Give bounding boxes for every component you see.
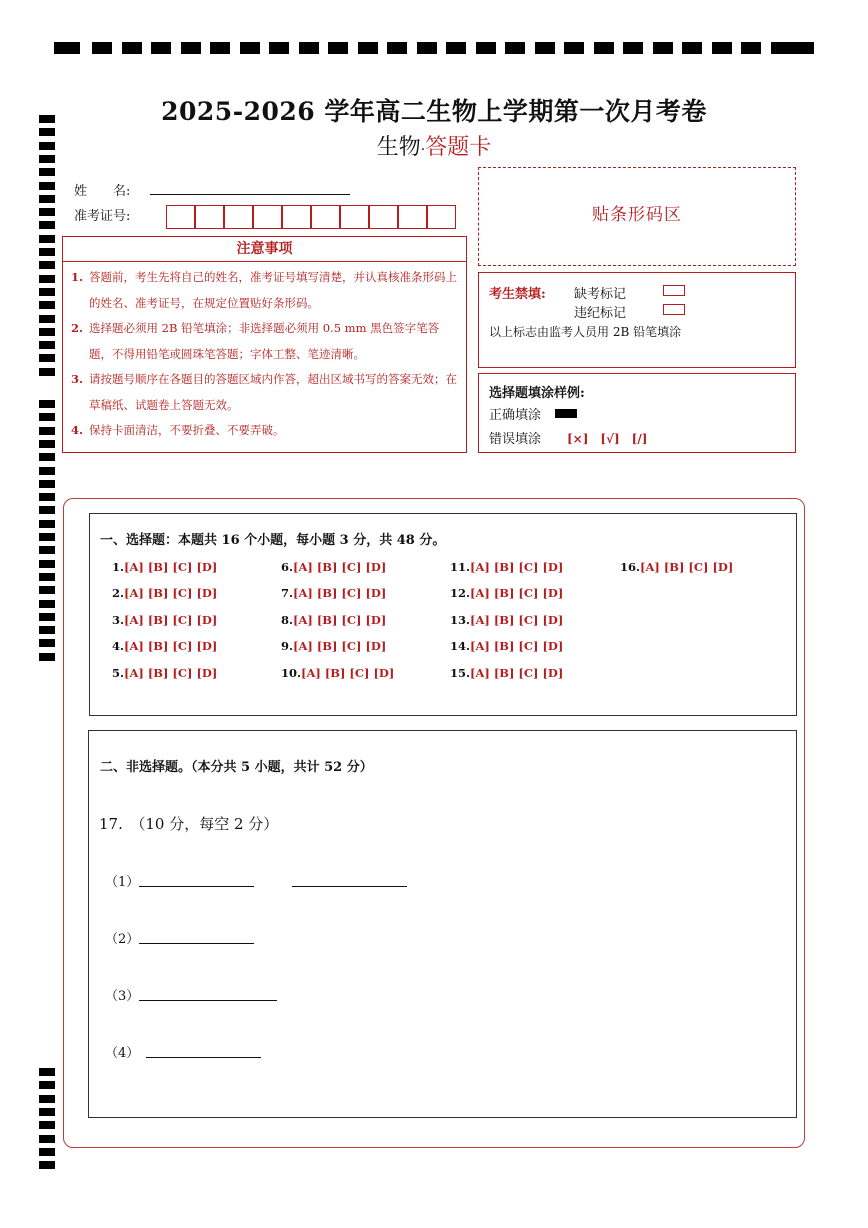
violation-label: 违纪标记: [574, 306, 627, 321]
sub-question-label: （4）: [105, 1046, 140, 1061]
timing-mark: [39, 1081, 55, 1089]
timing-mark: [535, 42, 555, 54]
answer-options[interactable]: [A] [B] [C] [D]: [293, 560, 387, 574]
timing-mark: [39, 1135, 55, 1143]
timing-mark: [39, 261, 55, 269]
question-number: 2.: [112, 586, 125, 600]
top-timing-marks: [54, 42, 814, 56]
subtitle-subject: 生物: [376, 135, 421, 160]
subtitle-dot: ·: [420, 142, 426, 158]
timing-mark: [623, 42, 643, 54]
answer-options[interactable]: [A] [B] [C] [D]: [470, 639, 564, 653]
answer-line[interactable]: [139, 943, 254, 944]
notice-box: [62, 261, 467, 453]
timing-mark: [39, 440, 55, 448]
timing-mark: [39, 1068, 55, 1076]
timing-mark: [328, 42, 348, 54]
answer-line[interactable]: [139, 886, 254, 887]
answer-options[interactable]: [A] [B] [C] [D]: [470, 666, 564, 680]
absent-flag-box[interactable]: [663, 285, 685, 296]
timing-mark: [39, 600, 55, 608]
timing-mark: [39, 467, 55, 475]
timing-mark: [712, 42, 732, 54]
timing-mark: [92, 42, 112, 54]
timing-mark: [39, 653, 55, 661]
timing-mark: [39, 221, 55, 229]
timing-mark: [682, 42, 702, 54]
timing-mark: [653, 42, 673, 54]
absent-label: 缺考标记: [574, 287, 627, 302]
sub-question-label: （1）: [105, 875, 140, 890]
answer-options[interactable]: [A] [B] [C] [D]: [124, 560, 218, 574]
choice-question-7[interactable]: [281, 586, 386, 600]
timing-mark: [39, 453, 55, 461]
timing-mark: [788, 42, 814, 54]
timing-mark: [39, 626, 55, 634]
question-number: 10.: [281, 666, 302, 680]
choice-heading: 一、选择题：本题共 16 个小题，每小题 3 分，共 48 分。: [100, 533, 446, 548]
choice-question-5[interactable]: [112, 666, 217, 680]
timing-mark: [181, 42, 201, 54]
timing-mark: [476, 42, 496, 54]
timing-mark: [39, 400, 55, 408]
notice-item: 4. 保持卡面清洁，不要折叠、不要弄破。: [71, 423, 285, 437]
id-digit-cell[interactable]: [253, 205, 282, 229]
barcode-area: 贴条形码区: [478, 167, 796, 266]
id-label: 准考证号:: [74, 209, 131, 224]
id-digit-cell[interactable]: [340, 205, 369, 229]
answer-options[interactable]: [A] [B] [C] [D]: [293, 613, 387, 627]
timing-mark: [54, 42, 80, 54]
timing-mark: [39, 586, 55, 594]
wrong-marks: [×] [√] [/]: [567, 432, 648, 446]
choice-question-1[interactable]: [112, 560, 217, 574]
timing-mark: [39, 413, 55, 421]
choice-question-9[interactable]: [281, 639, 386, 653]
timing-mark: [299, 42, 319, 54]
question-number: 4.: [112, 639, 125, 653]
timing-mark: [39, 195, 55, 203]
timing-mark: [39, 368, 55, 376]
timing-mark: [39, 235, 55, 243]
wrong-label: 错误填涂: [489, 432, 542, 447]
correct-label: 正确填涂: [489, 408, 542, 423]
timing-mark: [387, 42, 407, 54]
choice-question-11[interactable]: [450, 560, 563, 574]
id-digit-cell[interactable]: [427, 205, 456, 229]
choice-question-12[interactable]: [450, 586, 563, 600]
answer-line[interactable]: [146, 1057, 261, 1058]
id-digit-cell[interactable]: [369, 205, 398, 229]
choice-question-10[interactable]: [281, 666, 394, 680]
timing-mark: [39, 533, 55, 541]
question-number: 14.: [450, 639, 471, 653]
notice-item: 2. 选择题必须用 2B 铅笔填涂；非选择题必须用 0.5 mm 黑色签字笔答题，不得用铅笔或圆珠笔答题；字体工整、笔迹清晰。: [71, 321, 440, 361]
id-digit-cell[interactable]: [398, 205, 427, 229]
forbid-title: 考生禁填:: [489, 287, 546, 302]
question-number: 1.: [112, 560, 125, 574]
choice-question-4[interactable]: [112, 639, 217, 653]
choice-question-8[interactable]: [281, 613, 386, 627]
timing-mark: [358, 42, 378, 54]
answer-options[interactable]: [A] [B] [C] [D]: [124, 586, 218, 600]
answer-options[interactable]: [A] [B] [C] [D]: [124, 666, 218, 680]
timing-mark: [564, 42, 584, 54]
timing-mark: [39, 427, 55, 435]
free-response-section: [88, 730, 797, 1118]
timing-mark: [39, 1148, 55, 1156]
question-number: 13.: [450, 613, 471, 627]
timing-mark: [39, 573, 55, 581]
answer-options[interactable]: [A] [B] [C] [D]: [124, 613, 218, 627]
answer-options[interactable]: [A] [B] [C] [D]: [470, 560, 564, 574]
free-heading: 二、非选择题。（本分共 5 小题，共计 52 分）: [100, 760, 373, 775]
question-number: 15.: [450, 666, 471, 680]
id-digit-cell[interactable]: [224, 205, 253, 229]
exam-subtitle: [0, 130, 868, 161]
violation-flag-box[interactable]: [663, 304, 685, 315]
question-number: 16.: [620, 560, 641, 574]
timing-mark: [446, 42, 466, 54]
timing-mark: [39, 208, 55, 216]
timing-mark: [39, 168, 55, 176]
question-number: 6.: [281, 560, 294, 574]
timing-mark: [39, 520, 55, 528]
examiner-only-box: [478, 272, 796, 368]
question-number: 12.: [450, 586, 471, 600]
answer-line[interactable]: [292, 886, 407, 887]
choice-question-6[interactable]: [281, 560, 386, 574]
answer-options[interactable]: [A] [B] [C] [D]: [640, 560, 734, 574]
answer-options[interactable]: [A] [B] [C] [D]: [301, 666, 395, 680]
timing-mark: [39, 1108, 55, 1116]
correct-fill-mark: [555, 409, 577, 418]
question-number: 3.: [112, 613, 125, 627]
timing-mark: [39, 546, 55, 554]
timing-mark: [39, 275, 55, 283]
timing-mark: [39, 328, 55, 336]
answer-options[interactable]: [A] [B] [C] [D]: [293, 586, 387, 600]
timing-mark: [741, 42, 761, 54]
name-label: 姓 名:: [74, 184, 131, 199]
timing-mark: [39, 639, 55, 647]
timing-mark: [39, 493, 55, 501]
timing-mark: [39, 248, 55, 256]
sub-question-label: （2）: [105, 932, 140, 947]
timing-mark: [39, 506, 55, 514]
notice-title: 注意事项: [62, 236, 467, 262]
subtitle-answer-card: 答题卡: [425, 135, 492, 160]
fill-sample-box: [478, 373, 796, 453]
choice-question-2[interactable]: [112, 586, 217, 600]
question-number: 11.: [450, 560, 471, 574]
timing-mark: [594, 42, 614, 54]
exam-title: 2025-2026 学年高二生物上学期第一次月考卷: [161, 97, 707, 126]
answer-options[interactable]: [A] [B] [C] [D]: [470, 613, 564, 627]
choice-question-13[interactable]: [450, 613, 563, 627]
timing-mark: [39, 480, 55, 488]
timing-mark: [151, 42, 171, 54]
timing-mark: [39, 288, 55, 296]
name-field[interactable]: [150, 194, 350, 195]
id-digit-cell[interactable]: [282, 205, 311, 229]
timing-mark: [39, 613, 55, 621]
timing-mark: [210, 42, 230, 54]
timing-mark: [39, 1161, 55, 1169]
question-number: 9.: [281, 639, 294, 653]
timing-mark: [39, 315, 55, 323]
timing-mark: [39, 1121, 55, 1129]
choice-question-3[interactable]: [112, 613, 217, 627]
id-digit-cell[interactable]: [311, 205, 340, 229]
answer-options[interactable]: [A] [B] [C] [D]: [124, 639, 218, 653]
notice-item: 3. 请按题号顺序在各题目的答题区域内作答，超出区域书写的答案无效；在草稿纸、试题卷上答题无效。: [71, 372, 457, 412]
timing-mark: [240, 42, 260, 54]
notice-item: 1. 答题前，考生先将自己的姓名，准考证号填写清楚，并认真核准条形码上的姓名、准考证号，在规定位置贴好条形码。: [71, 270, 457, 310]
id-digit-cell[interactable]: [166, 205, 195, 229]
question-number: 5.: [112, 666, 125, 680]
answer-options[interactable]: [A] [B] [C] [D]: [470, 586, 564, 600]
answer-line[interactable]: [139, 1000, 277, 1001]
timing-mark: [39, 182, 55, 190]
forbid-note: 以上标志由监考人员用 2B 铅笔填涂: [489, 325, 682, 339]
question-number: 7.: [281, 586, 294, 600]
timing-mark: [39, 1095, 55, 1103]
answer-options[interactable]: [A] [B] [C] [D]: [293, 639, 387, 653]
choice-question-15[interactable]: [450, 666, 563, 680]
choice-question-14[interactable]: [450, 639, 563, 653]
question-number: 8.: [281, 613, 294, 627]
id-digit-cell[interactable]: [195, 205, 224, 229]
timing-mark: [39, 341, 55, 349]
choice-section: [89, 513, 797, 716]
sub-question-label: （3）: [105, 989, 140, 1004]
timing-mark: [39, 354, 55, 362]
timing-mark: [39, 301, 55, 309]
timing-mark: [417, 42, 437, 54]
choice-question-16[interactable]: [620, 560, 733, 574]
question-17-label: 17. （10 分，每空 2 分）: [99, 815, 279, 833]
sample-title: 选择题填涂样例:: [489, 386, 585, 401]
timing-mark: [269, 42, 289, 54]
timing-mark: [505, 42, 525, 54]
timing-mark: [122, 42, 142, 54]
timing-mark: [39, 560, 55, 568]
